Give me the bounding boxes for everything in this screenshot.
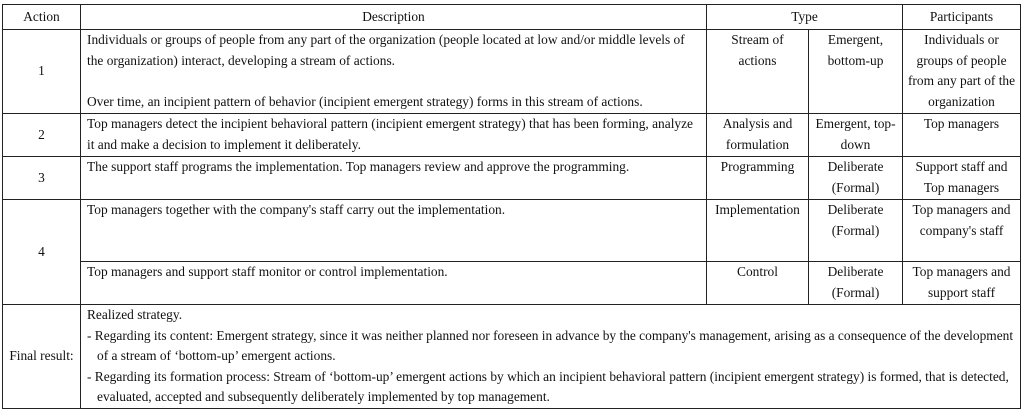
type-phase: Analysis and formulation <box>707 114 809 157</box>
final-result-label: Final result: <box>3 305 81 409</box>
strategy-formation-table <box>2 4 1021 409</box>
header-type: Type <box>707 5 903 30</box>
header-action: Action <box>3 5 81 30</box>
action-number: 2 <box>3 114 81 157</box>
type-nature: Deliberate (Formal) <box>809 200 903 262</box>
participants-cell: Top managers and company's staff <box>903 200 1021 262</box>
header-description: Description <box>81 5 707 30</box>
action-number: 1 <box>3 30 81 114</box>
description-text: Top managers together with the company's staff carry out the implementation. <box>81 200 707 262</box>
type-phase: Control <box>707 262 809 305</box>
type-nature: Emergent, bottom-up <box>809 30 903 114</box>
participants-cell: Support staff and Top managers <box>903 157 1021 200</box>
table-row <box>3 200 1021 262</box>
final-result-text <box>81 305 1021 409</box>
type-phase: Implementation <box>707 200 809 262</box>
type-nature: Emergent, top-down <box>809 114 903 157</box>
description-text: Over time, an incipient pattern of behavior (incipient emergent strategy) forms in this stream of actions. <box>87 94 643 109</box>
description-text: Top managers detect the incipient behavioral pattern (incipient emergent strategy) that has been forming, analyze it and make a decision to implement it deliberately. <box>81 114 707 157</box>
type-nature: Deliberate (Formal) <box>809 157 903 200</box>
header-participants: Participants <box>903 5 1021 30</box>
final-result-line: - Regarding its content: Emergent strategy, since it was neither planned nor foreseen in advance by the company's management, arising as a consequence of the development of a stream of ‘bottom-up’ emergent actions. <box>87 327 1014 363</box>
final-result-row <box>3 305 1021 409</box>
header-row <box>3 5 1021 30</box>
action-number: 3 <box>3 157 81 200</box>
description-text: Top managers and support staff monitor or control implementation. <box>81 262 707 305</box>
table-row <box>3 262 1021 305</box>
description-text: The support staff programs the implementation. Top managers review and approve the programming. <box>81 157 707 200</box>
type-phase: Programming <box>707 157 809 200</box>
description-cell <box>81 30 707 114</box>
table-row <box>3 30 1021 114</box>
final-result-line: - Regarding its formation process: Stream of ‘bottom-up’ emergent actions by which an incipient behavioral pattern (incipient emergent strategy) is formed, that is detected, evaluated, accepted and subsequently deliberately implemented by top management. <box>87 368 1009 404</box>
participants-cell: Individuals or groups of people from any part of the organization <box>903 30 1021 114</box>
type-nature: Deliberate (Formal) <box>809 262 903 305</box>
participants-cell: Top managers <box>903 114 1021 157</box>
strategy-table-wrapper <box>2 4 1021 409</box>
type-phase: Stream of actions <box>707 30 809 114</box>
final-result-line: Realized strategy. <box>87 307 183 322</box>
table-row <box>3 114 1021 157</box>
table-row <box>3 157 1021 200</box>
participants-cell: Top managers and support staff <box>903 262 1021 305</box>
action-number: 4 <box>3 200 81 305</box>
description-text: Individuals or groups of people from any part of the organization (people located at low and/or middle levels of the organization) interact, developing a stream of actions. <box>87 32 685 68</box>
